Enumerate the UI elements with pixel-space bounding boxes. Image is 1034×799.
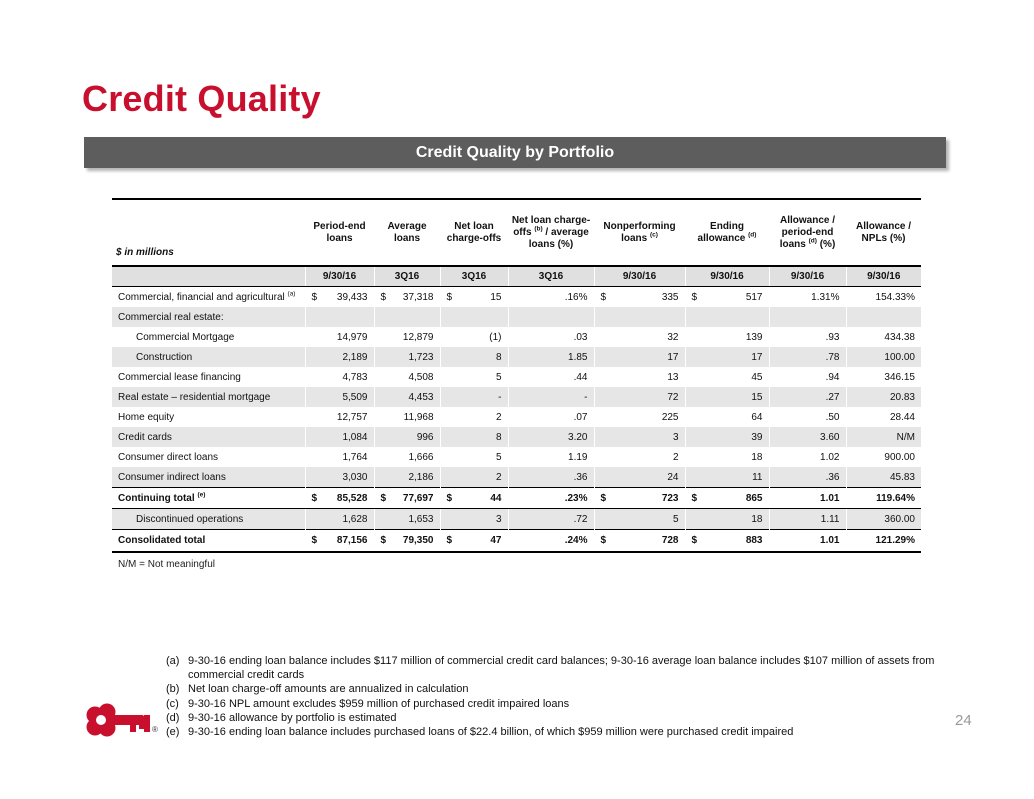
currency-symbol: $ xyxy=(311,492,318,504)
value-cell: 17 xyxy=(594,347,685,367)
value-cell: 3,030 xyxy=(305,467,374,488)
footnote-item: (b) Net loan charge-off amounts are annualized in calculation xyxy=(166,683,469,696)
value-cell: 360.00 xyxy=(846,509,921,530)
row-label: Home equity xyxy=(118,411,175,423)
value-cell xyxy=(846,307,921,327)
value-cell: $ 883 xyxy=(685,530,769,553)
value-cell: 346.15 xyxy=(846,367,921,387)
value-cell: 11,968 xyxy=(374,407,440,427)
value-cell: 3.60 xyxy=(769,427,846,447)
footnotes xyxy=(166,654,946,739)
currency-symbol: $ xyxy=(311,535,318,546)
value-cell: $ 87,156 xyxy=(305,530,374,553)
value-cell: $ 37,318 xyxy=(374,287,440,308)
row-label: Commercial, financial and agricultural $^{(a)}$ xyxy=(118,290,296,303)
table-row xyxy=(112,407,921,427)
value-cell: N/M xyxy=(846,427,921,447)
key-logo xyxy=(84,703,160,742)
currency-symbol: $ xyxy=(380,492,387,504)
value-cell: 2 xyxy=(440,467,508,488)
value-cell: $ 39,433 xyxy=(305,287,374,308)
value-cell: 11 xyxy=(685,467,769,488)
value-cell: .24% xyxy=(508,530,594,553)
value-cell: $ 47 xyxy=(440,530,508,553)
col-header-average-loans: Average loans xyxy=(374,199,440,266)
value-cell: 119.64% xyxy=(846,488,921,509)
footnote-item: (d) 9-30-16 allowance by portfolio is estimated xyxy=(166,711,397,724)
date-cell: 9/30/16 xyxy=(685,266,769,287)
value-cell: $ 335 xyxy=(594,287,685,308)
currency-symbol: $ xyxy=(691,291,698,303)
currency-symbol: $ xyxy=(380,291,387,303)
value-cell: 24 xyxy=(594,467,685,488)
date-cell: 3Q16 xyxy=(374,266,440,287)
row-label: Continuing total $^{(e)}$ xyxy=(112,488,305,509)
value-cell: 1.31% xyxy=(769,287,846,308)
table-row xyxy=(112,327,921,347)
table-row xyxy=(112,287,921,308)
date-cell: 9/30/16 xyxy=(305,266,374,287)
value-cell: 1,764 xyxy=(305,447,374,467)
banner-label: Credit Quality by Portfolio xyxy=(415,143,615,161)
value-cell xyxy=(769,307,846,327)
value-cell xyxy=(508,307,594,327)
col-header-allowance-npls: Allowance / NPLs (%) xyxy=(846,199,921,266)
value-cell: 5 xyxy=(594,509,685,530)
value-cell: 434.38 xyxy=(846,327,921,347)
value-cell: .03 xyxy=(508,327,594,347)
date-cell: 9/30/16 xyxy=(846,266,921,287)
page-title: Credit Quality xyxy=(82,78,321,119)
credit-quality-table xyxy=(112,198,921,553)
value-cell: 996 xyxy=(374,427,440,447)
value-cell: .27 xyxy=(769,387,846,407)
table-row xyxy=(112,347,921,367)
value-cell: $ 44 xyxy=(440,488,508,509)
row-label: Consumer indirect loans xyxy=(112,467,305,488)
value-cell: 900.00 xyxy=(846,447,921,467)
value-cell: .44 xyxy=(508,367,594,387)
value-cell: 139 xyxy=(685,327,769,347)
value-cell: .93 xyxy=(769,327,846,347)
value-cell: .36 xyxy=(769,467,846,488)
value-cell: 1,084 xyxy=(305,427,374,447)
col-header-allowance-loans: Allowance / period-end loans $^{(d)}$ (%) xyxy=(769,199,846,266)
value-cell: 5,509 xyxy=(305,387,374,407)
value-cell: 1,628 xyxy=(305,509,374,530)
value-cell: 8 xyxy=(440,427,508,447)
table-row xyxy=(112,509,921,530)
col-header-net-charge-offs: Net loan charge-offs xyxy=(440,199,508,266)
date-header-row xyxy=(112,266,921,287)
col-header-nonperforming-loans: Nonperforming loans $^{(c)}$ xyxy=(594,199,685,266)
row-label: Commercial real estate: xyxy=(112,307,305,327)
footnote-item: (c) 9-30-16 NPL amount excludes $959 million of purchased credit impaired loans xyxy=(166,697,570,710)
value-cell: 12,879 xyxy=(374,327,440,347)
value-cell: 3 xyxy=(440,509,508,530)
value-cell: .07 xyxy=(508,407,594,427)
currency-symbol: $ xyxy=(311,291,318,303)
currency-symbol: $ xyxy=(691,492,698,504)
row-label: Credit cards xyxy=(112,427,305,447)
row-label: Consumer direct loans xyxy=(118,451,219,463)
value-cell: $ 728 xyxy=(594,530,685,553)
value-cell: 100.00 xyxy=(846,347,921,367)
table-row xyxy=(112,530,921,553)
value-cell: $ 79,350 xyxy=(374,530,440,553)
currency-symbol: $ xyxy=(600,535,607,546)
table-row xyxy=(112,488,921,509)
value-cell: 5 xyxy=(440,367,508,387)
key-logo-icon xyxy=(84,703,160,737)
currency-symbol: $ xyxy=(600,291,607,303)
currency-symbol: $ xyxy=(380,535,387,546)
currency-symbol: $ xyxy=(446,291,453,303)
value-cell: - xyxy=(440,387,508,407)
table-row xyxy=(112,307,921,327)
footnote-item: (e) 9-30-16 ending loan balance includes purchased loans of $22.4 billion, of which $959 million were purchased credit impaired xyxy=(166,726,794,739)
value-cell: 2 xyxy=(440,407,508,427)
value-cell: 8 xyxy=(440,347,508,367)
date-cell: 9/30/16 xyxy=(769,266,846,287)
value-cell xyxy=(594,307,685,327)
value-cell: 2,189 xyxy=(305,347,374,367)
section-banner xyxy=(84,137,946,168)
table-row xyxy=(112,387,921,407)
row-label: Construction xyxy=(112,347,305,367)
value-cell: $ 77,697 xyxy=(374,488,440,509)
value-cell: 4,453 xyxy=(374,387,440,407)
value-cell: (1) xyxy=(440,327,508,347)
value-cell: .16% xyxy=(508,287,594,308)
value-cell: 154.33% xyxy=(846,287,921,308)
value-cell: 20.83 xyxy=(846,387,921,407)
value-cell: $ 85,528 xyxy=(305,488,374,509)
value-cell: 13 xyxy=(594,367,685,387)
date-cell: 3Q16 xyxy=(440,266,508,287)
value-cell: 1.85 xyxy=(508,347,594,367)
value-cell xyxy=(440,307,508,327)
col-header-ending-allowance: Ending allowance $^{(d)}$ xyxy=(685,199,769,266)
value-cell: 18 xyxy=(685,509,769,530)
value-cell: 18 xyxy=(685,447,769,467)
value-cell: .78 xyxy=(769,347,846,367)
units-label: $ in millions xyxy=(112,199,305,266)
table-row xyxy=(112,447,921,467)
value-cell: 4,783 xyxy=(305,367,374,387)
value-cell: 39 xyxy=(685,427,769,447)
date-cell: 9/30/16 xyxy=(594,266,685,287)
value-cell: 17 xyxy=(685,347,769,367)
footnote-item: (a) 9-30-16 ending loan balance includes $117 million of commercial credit card balances; 9-30-16 average loan balance includes $107 million of assets from commercial credit cards xyxy=(166,655,935,682)
value-cell: 15 xyxy=(685,387,769,407)
value-cell: 1.01 xyxy=(769,488,846,509)
value-cell: 2 xyxy=(594,447,685,467)
value-cell: 1.02 xyxy=(769,447,846,467)
value-cell: 3.20 xyxy=(508,427,594,447)
table-row xyxy=(112,467,921,488)
page-number: 24 xyxy=(955,712,972,729)
value-cell: 28.44 xyxy=(846,407,921,427)
registered-mark: ® xyxy=(152,725,158,734)
value-cell: 3 xyxy=(594,427,685,447)
value-cell: 2,186 xyxy=(374,467,440,488)
currency-symbol: $ xyxy=(446,492,453,504)
row-label: Discontinued operations xyxy=(112,509,305,530)
date-cell: 3Q16 xyxy=(508,266,594,287)
value-cell: 64 xyxy=(685,407,769,427)
value-cell xyxy=(374,307,440,327)
value-cell: 1.11 xyxy=(769,509,846,530)
table-row xyxy=(112,367,921,387)
table-row xyxy=(112,427,921,447)
value-cell: $ 15 xyxy=(440,287,508,308)
value-cell: 1,723 xyxy=(374,347,440,367)
value-cell: 4,508 xyxy=(374,367,440,387)
value-cell: 12,757 xyxy=(305,407,374,427)
col-header-nco-ratio: Net loan charge-offs $^{(b)}$ / average loans (%) xyxy=(508,199,594,266)
column-header-row xyxy=(112,199,921,266)
value-cell: 45 xyxy=(685,367,769,387)
value-cell: 5 xyxy=(440,447,508,467)
nm-note: N/M = Not meaningful xyxy=(118,559,215,570)
value-cell: 1,653 xyxy=(374,509,440,530)
value-cell: 32 xyxy=(594,327,685,347)
currency-symbol: $ xyxy=(691,535,698,546)
currency-symbol: $ xyxy=(600,492,607,504)
row-label: Real estate – residential mortgage xyxy=(112,387,305,407)
row-label: Commercial lease financing xyxy=(118,371,241,383)
value-cell xyxy=(685,307,769,327)
value-cell: .50 xyxy=(769,407,846,427)
value-cell: .94 xyxy=(769,367,846,387)
value-cell: $ 865 xyxy=(685,488,769,509)
col-header-period-end-loans: Period-end loans xyxy=(305,199,374,266)
value-cell: 72 xyxy=(594,387,685,407)
row-label: Consolidated total xyxy=(112,530,305,553)
value-cell: .23% xyxy=(508,488,594,509)
value-cell xyxy=(305,307,374,327)
value-cell: 1,666 xyxy=(374,447,440,467)
value-cell: - xyxy=(508,387,594,407)
row-label: Commercial Mortgage xyxy=(136,331,235,343)
value-cell: $ 723 xyxy=(594,488,685,509)
value-cell: 1.19 xyxy=(508,447,594,467)
value-cell: 14,979 xyxy=(305,327,374,347)
value-cell: 121.29% xyxy=(846,530,921,553)
value-cell: 45.83 xyxy=(846,467,921,488)
currency-symbol: $ xyxy=(446,535,453,546)
value-cell: 1.01 xyxy=(769,530,846,553)
value-cell: 225 xyxy=(594,407,685,427)
value-cell: $ 517 xyxy=(685,287,769,308)
value-cell: .36 xyxy=(508,467,594,488)
value-cell: .72 xyxy=(508,509,594,530)
